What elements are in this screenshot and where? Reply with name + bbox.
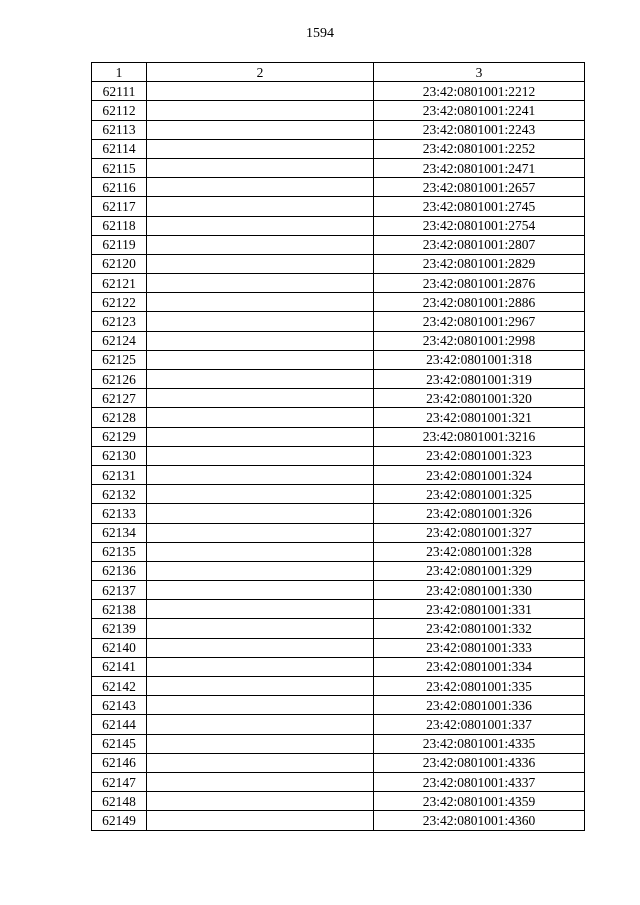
- row-number-cell: 62112: [92, 101, 147, 120]
- table-row: [92, 542, 585, 561]
- table-row: [92, 216, 585, 235]
- row-empty-cell: [147, 139, 374, 158]
- table-row: [92, 197, 585, 216]
- table-row: [92, 561, 585, 580]
- cadastral-number-cell: 23:42:0801001:321: [374, 408, 585, 427]
- table-row: [92, 619, 585, 638]
- row-empty-cell: [147, 734, 374, 753]
- cadastral-number-cell: 23:42:0801001:318: [374, 350, 585, 369]
- row-number-cell: 62124: [92, 331, 147, 350]
- row-number-cell: 62137: [92, 581, 147, 600]
- row-empty-cell: [147, 216, 374, 235]
- row-empty-cell: [147, 82, 374, 101]
- cadastral-number-cell: 23:42:0801001:331: [374, 600, 585, 619]
- row-empty-cell: [147, 561, 374, 580]
- cadastral-number-cell: 23:42:0801001:4359: [374, 792, 585, 811]
- row-empty-cell: [147, 197, 374, 216]
- table-row: [92, 139, 585, 158]
- row-empty-cell: [147, 638, 374, 657]
- row-empty-cell: [147, 465, 374, 484]
- row-empty-cell: [147, 600, 374, 619]
- cadastral-number-cell: 23:42:0801001:2754: [374, 216, 585, 235]
- cadastral-number-cell: 23:42:0801001:328: [374, 542, 585, 561]
- table-row: [92, 293, 585, 312]
- row-number-cell: 62121: [92, 274, 147, 293]
- row-number-cell: 62134: [92, 523, 147, 542]
- cadastral-number-cell: 23:42:0801001:2241: [374, 101, 585, 120]
- row-number-cell: 62140: [92, 638, 147, 657]
- table-row: [92, 811, 585, 830]
- cadastral-number-cell: 23:42:0801001:4335: [374, 734, 585, 753]
- row-empty-cell: [147, 485, 374, 504]
- cadastral-number-cell: 23:42:0801001:2967: [374, 312, 585, 331]
- row-number-cell: 62129: [92, 427, 147, 446]
- row-empty-cell: [147, 677, 374, 696]
- row-number-cell: 62149: [92, 811, 147, 830]
- cadastral-number-cell: 23:42:0801001:2886: [374, 293, 585, 312]
- cadastral-number-cell: 23:42:0801001:326: [374, 504, 585, 523]
- row-number-cell: 62142: [92, 677, 147, 696]
- cadastral-number-cell: 23:42:0801001:332: [374, 619, 585, 638]
- column-header-3: 3: [374, 63, 585, 82]
- table-row: [92, 600, 585, 619]
- row-number-cell: 62135: [92, 542, 147, 561]
- cadastral-number-cell: 23:42:0801001:3216: [374, 427, 585, 446]
- row-empty-cell: [147, 657, 374, 676]
- table-row: [92, 350, 585, 369]
- cadastral-number-cell: 23:42:0801001:320: [374, 389, 585, 408]
- column-header-1: 1: [92, 63, 147, 82]
- row-empty-cell: [147, 619, 374, 638]
- row-number-cell: 62119: [92, 235, 147, 254]
- cadastral-number-cell: 23:42:0801001:323: [374, 446, 585, 465]
- cadastral-number-cell: 23:42:0801001:2829: [374, 254, 585, 273]
- row-empty-cell: [147, 312, 374, 331]
- cadastral-number-cell: 23:42:0801001:4337: [374, 772, 585, 791]
- column-header-2: 2: [147, 63, 374, 82]
- table-row: [92, 792, 585, 811]
- table-row: [92, 523, 585, 542]
- row-empty-cell: [147, 331, 374, 350]
- table-header-row: [92, 63, 585, 82]
- row-empty-cell: [147, 772, 374, 791]
- row-number-cell: 62123: [92, 312, 147, 331]
- row-empty-cell: [147, 178, 374, 197]
- table-row: [92, 178, 585, 197]
- table-row: [92, 82, 585, 101]
- table-row: [92, 677, 585, 696]
- row-empty-cell: [147, 753, 374, 772]
- row-empty-cell: [147, 235, 374, 254]
- cadastral-number-cell: 23:42:0801001:330: [374, 581, 585, 600]
- table-row: [92, 465, 585, 484]
- cadastral-number-cell: 23:42:0801001:319: [374, 370, 585, 389]
- table-row: [92, 446, 585, 465]
- cadastral-number-cell: 23:42:0801001:337: [374, 715, 585, 734]
- table-row: [92, 715, 585, 734]
- row-number-cell: 62117: [92, 197, 147, 216]
- cadastral-number-cell: 23:42:0801001:2876: [374, 274, 585, 293]
- row-number-cell: 62136: [92, 561, 147, 580]
- row-number-cell: 62122: [92, 293, 147, 312]
- row-empty-cell: [147, 523, 374, 542]
- row-empty-cell: [147, 427, 374, 446]
- row-number-cell: 62148: [92, 792, 147, 811]
- cadastral-number-cell: 23:42:0801001:2471: [374, 158, 585, 177]
- row-empty-cell: [147, 101, 374, 120]
- table-row: [92, 734, 585, 753]
- table-row: [92, 312, 585, 331]
- cadastral-number-cell: 23:42:0801001:334: [374, 657, 585, 676]
- row-empty-cell: [147, 696, 374, 715]
- cadastral-number-cell: 23:42:0801001:324: [374, 465, 585, 484]
- row-empty-cell: [147, 811, 374, 830]
- row-empty-cell: [147, 792, 374, 811]
- row-empty-cell: [147, 350, 374, 369]
- row-number-cell: 62113: [92, 120, 147, 139]
- row-number-cell: 62144: [92, 715, 147, 734]
- row-number-cell: 62125: [92, 350, 147, 369]
- row-number-cell: 62116: [92, 178, 147, 197]
- row-empty-cell: [147, 158, 374, 177]
- row-number-cell: 62133: [92, 504, 147, 523]
- cadastral-number-cell: 23:42:0801001:333: [374, 638, 585, 657]
- cadastral-number-cell: 23:42:0801001:2657: [374, 178, 585, 197]
- row-empty-cell: [147, 293, 374, 312]
- table-row: [92, 638, 585, 657]
- row-empty-cell: [147, 120, 374, 139]
- row-empty-cell: [147, 542, 374, 561]
- table-row: [92, 331, 585, 350]
- cadastral-number-cell: 23:42:0801001:327: [374, 523, 585, 542]
- cadastral-number-cell: 23:42:0801001:2807: [374, 235, 585, 254]
- row-number-cell: 62128: [92, 408, 147, 427]
- table-row: [92, 235, 585, 254]
- row-number-cell: 62126: [92, 370, 147, 389]
- table-row: [92, 504, 585, 523]
- cadastral-number-cell: 23:42:0801001:2745: [374, 197, 585, 216]
- row-number-cell: 62147: [92, 772, 147, 791]
- row-number-cell: 62120: [92, 254, 147, 273]
- table-body: [92, 82, 585, 830]
- table-row: [92, 158, 585, 177]
- cadastral-number-cell: 23:42:0801001:335: [374, 677, 585, 696]
- row-number-cell: 62111: [92, 82, 147, 101]
- table-row: [92, 120, 585, 139]
- table-row: [92, 254, 585, 273]
- row-number-cell: 62145: [92, 734, 147, 753]
- row-empty-cell: [147, 504, 374, 523]
- cadastral-number-cell: 23:42:0801001:4336: [374, 753, 585, 772]
- row-empty-cell: [147, 581, 374, 600]
- row-number-cell: 62114: [92, 139, 147, 158]
- table-row: [92, 101, 585, 120]
- row-number-cell: 62146: [92, 753, 147, 772]
- page-number: 1594: [306, 26, 334, 41]
- row-number-cell: 62118: [92, 216, 147, 235]
- table-row: [92, 427, 585, 446]
- row-empty-cell: [147, 274, 374, 293]
- table-row: [92, 408, 585, 427]
- table-row: [92, 753, 585, 772]
- table-row: [92, 370, 585, 389]
- cadastral-number-cell: 23:42:0801001:2252: [374, 139, 585, 158]
- cadastral-number-cell: 23:42:0801001:2212: [374, 82, 585, 101]
- registry-table: [91, 62, 585, 831]
- table-row: [92, 772, 585, 791]
- row-number-cell: 62127: [92, 389, 147, 408]
- row-number-cell: 62115: [92, 158, 147, 177]
- row-empty-cell: [147, 408, 374, 427]
- cadastral-number-cell: 23:42:0801001:336: [374, 696, 585, 715]
- table-row: [92, 389, 585, 408]
- table-row: [92, 274, 585, 293]
- row-empty-cell: [147, 370, 374, 389]
- row-number-cell: 62141: [92, 657, 147, 676]
- cadastral-number-cell: 23:42:0801001:4360: [374, 811, 585, 830]
- row-number-cell: 62143: [92, 696, 147, 715]
- table-row: [92, 657, 585, 676]
- table-row: [92, 485, 585, 504]
- row-empty-cell: [147, 446, 374, 465]
- row-number-cell: 62131: [92, 465, 147, 484]
- row-empty-cell: [147, 715, 374, 734]
- row-empty-cell: [147, 254, 374, 273]
- cadastral-number-cell: 23:42:0801001:329: [374, 561, 585, 580]
- cadastral-number-cell: 23:42:0801001:325: [374, 485, 585, 504]
- row-number-cell: 62139: [92, 619, 147, 638]
- row-number-cell: 62138: [92, 600, 147, 619]
- table-row: [92, 581, 585, 600]
- row-number-cell: 62130: [92, 446, 147, 465]
- cadastral-number-cell: 23:42:0801001:2998: [374, 331, 585, 350]
- row-empty-cell: [147, 389, 374, 408]
- cadastral-number-cell: 23:42:0801001:2243: [374, 120, 585, 139]
- table-row: [92, 696, 585, 715]
- row-number-cell: 62132: [92, 485, 147, 504]
